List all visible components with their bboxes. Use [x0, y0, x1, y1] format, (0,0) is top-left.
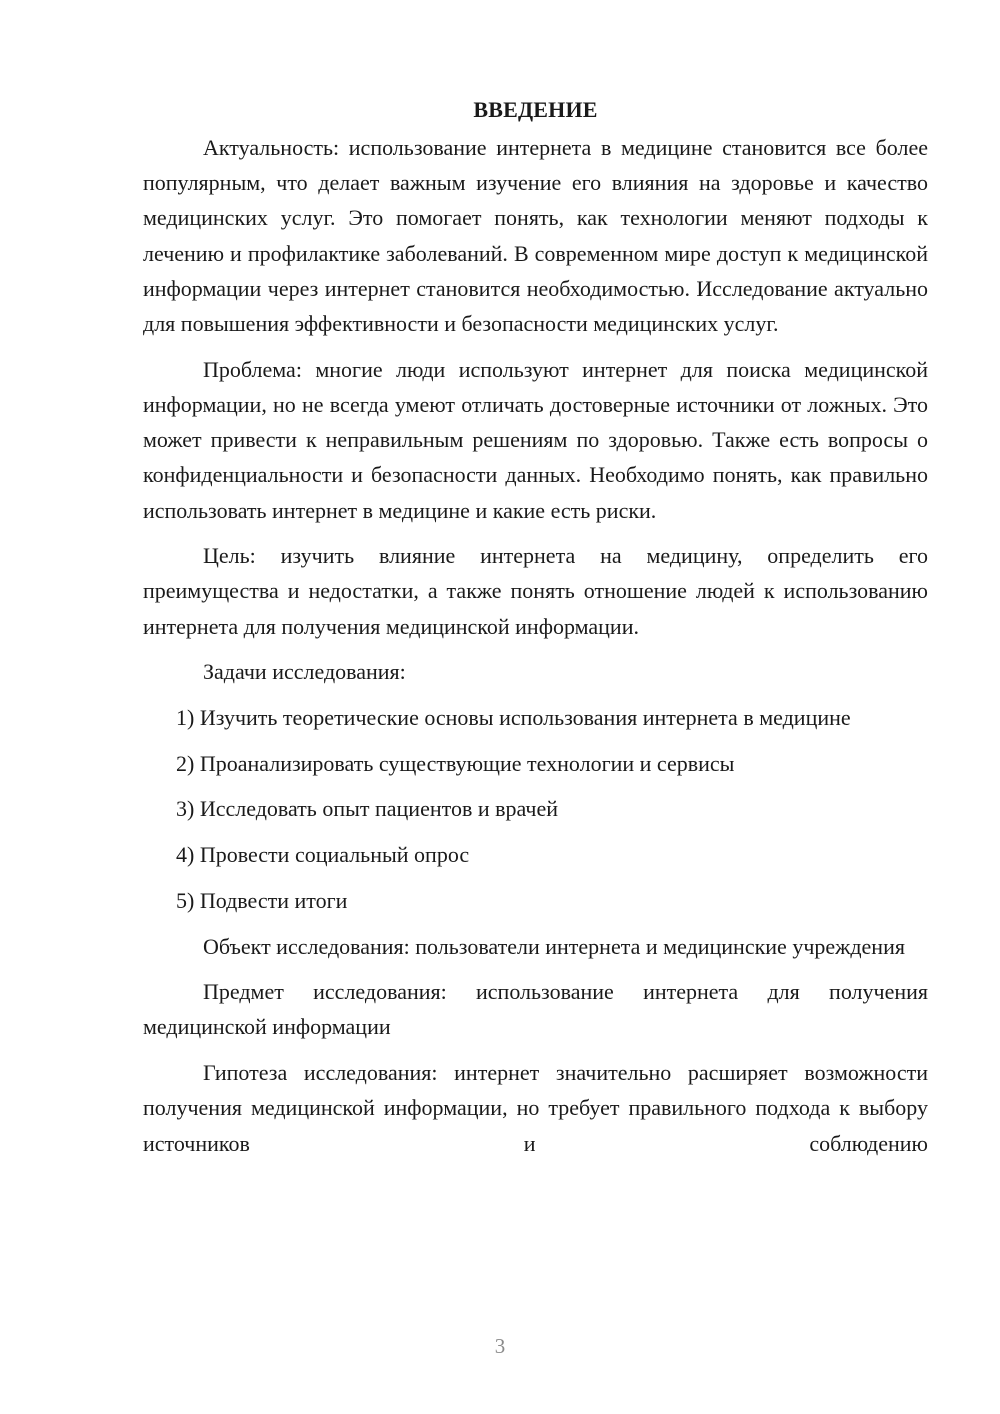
document-page	[143, 92, 928, 1161]
tasks-heading: Задачи исследования:	[203, 659, 406, 685]
hypothesis-paragraph: Гипотеза исследования: интернет значительно расширяет возможности получения медицинской информации, но требует правильного подхода к выбору источников и соблюдению	[143, 1060, 928, 1156]
subject-paragraph: Предмет исследования: использование интернета для получения медицинской информации	[143, 979, 928, 1040]
task-item-5: 5) Подвести итоги	[176, 887, 348, 913]
object-paragraph: Объект исследования: пользователи интернета и медицинские учреждения	[203, 933, 905, 959]
relevance-paragraph: Актуальность: использование интернета в медицине становится все более популярным, что делает важным изучение его влияния на здоровье и качество медицинских услуг. Это помогает понять, как технологии меняют подходы к лечению и профилактике заболеваний. В современном мире доступ к медицинской информации через интернет становится необходимостью. Исследование актуально для повышения эффективности и безопасности медицинских услуг.	[143, 135, 928, 337]
task-item-4: 4) Провести социальный опрос	[176, 842, 470, 868]
task-item-2: 2) Проанализировать существующие технологии и сервисы	[176, 750, 735, 776]
problem-paragraph: Проблема: многие люди используют интернет для поиска медицинской информации, но не всегда умеют отличать достоверные источники от ложных. Это может привести к неправильным решениям по здоровью. Также есть вопросы о конфиденциальности и безопасности данных. Необходимо понять, как правильно использовать интернет в медицине и какие есть риски.	[143, 356, 928, 523]
task-item-3: 3) Исследовать опыт пациентов и врачей	[176, 796, 558, 822]
document-title: ВВЕДЕНИЕ	[473, 97, 598, 122]
goal-paragraph: Цель: изучить влияние интернета на медицину, определить его преимущества и недостатки, а также понять отношение людей к использованию интернета для получения медицинской информации.	[143, 543, 928, 639]
task-item-1: 1) Изучить теоретические основы использования интернета в медицине	[176, 705, 851, 731]
page-number: 3	[494, 1334, 506, 1358]
